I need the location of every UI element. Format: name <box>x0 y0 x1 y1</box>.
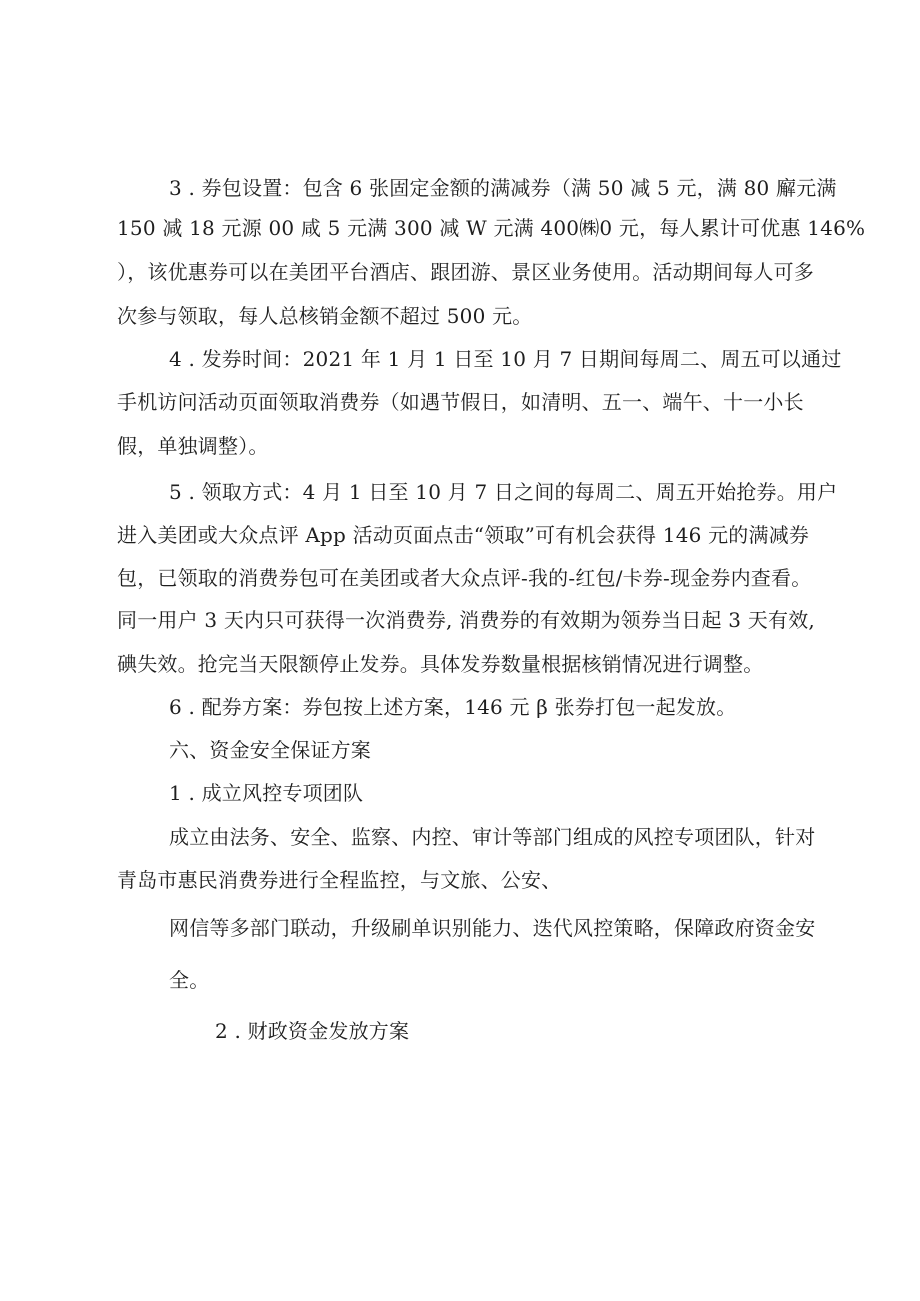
para-5-line-4: 同一用户 3 天内只可获得一次消费券, 消费券的有效期为领券当日起 3 天有效, <box>117 608 815 632</box>
para-4-line-3: 假，单独调整）。 <box>117 434 269 458</box>
para-5-line-1: 5 . 领取方式：4 月 1 日至 10 月 7 日之间的每周二、周五开始抢券。用户 <box>169 480 838 504</box>
para-5-line-3: 包，已领取的消费券包可在美团或者大众点评-我的-红包/卡券-现金券内查看。 <box>117 566 812 590</box>
para-3-line-3: ），该优惠券可以在美团平台酒店、跟团游、景区业务使用。活动期间每人可多 <box>117 260 814 284</box>
para-5-line-2: 进入美团或大众点评 App 活动页面点击“领取”可有机会获得 146 元的满减券 <box>117 523 810 547</box>
subheading-2: 2 . 财政资金发放方案 <box>215 1019 410 1043</box>
para-4-line-2: 手机访问活动页面领取消费券（如遇节假日，如清明、五一、端午、十一小长 <box>117 390 804 414</box>
para-6-line-1: 6 . 配券方案：券包按上述方案，146 元 β 张券打包一起发放。 <box>169 695 737 719</box>
para-5-line-5: 碘失效。抢完当天限额停止发券。具体发券数量根据核销情况进行调整。 <box>117 652 764 676</box>
risk-para-line-2: 青岛市惠民消费券进行全程监控，与文旅、公安、 <box>117 868 562 892</box>
para-3-line-2: 150 减 18 元源 00 咸 5 元满 300 减 W 元满 400㈱0 元，每人累计可优惠 146% <box>117 216 866 240</box>
risk-para-line-1: 成立由法务、安全、监察、内控、审计等部门组成的风控专项团队，针对 <box>169 825 816 849</box>
section-heading-6: 六、资金安全保证方案 <box>169 738 371 762</box>
para-4-line-1: 4 . 发券时间：2021 年 1 月 1 日至 10 月 7 日期间每周二、周五可以通过 <box>169 347 842 371</box>
para-3-line-4: 次参与领取，每人总核销金额不超过 500 元。 <box>117 304 533 328</box>
subheading-1: 1 . 成立风控专项团队 <box>169 781 364 805</box>
risk-para-line-4: 全。 <box>169 968 210 992</box>
risk-para-line-3: 网信等多部门联动，升级刷单识别能力、迭代风控策略，保障政府资金安 <box>169 916 816 940</box>
para-3-line-1: 3 . 券包设置：包含 6 张固定金额的满减券（满 50 减 5 元，满 80 廨元满 <box>169 176 837 200</box>
